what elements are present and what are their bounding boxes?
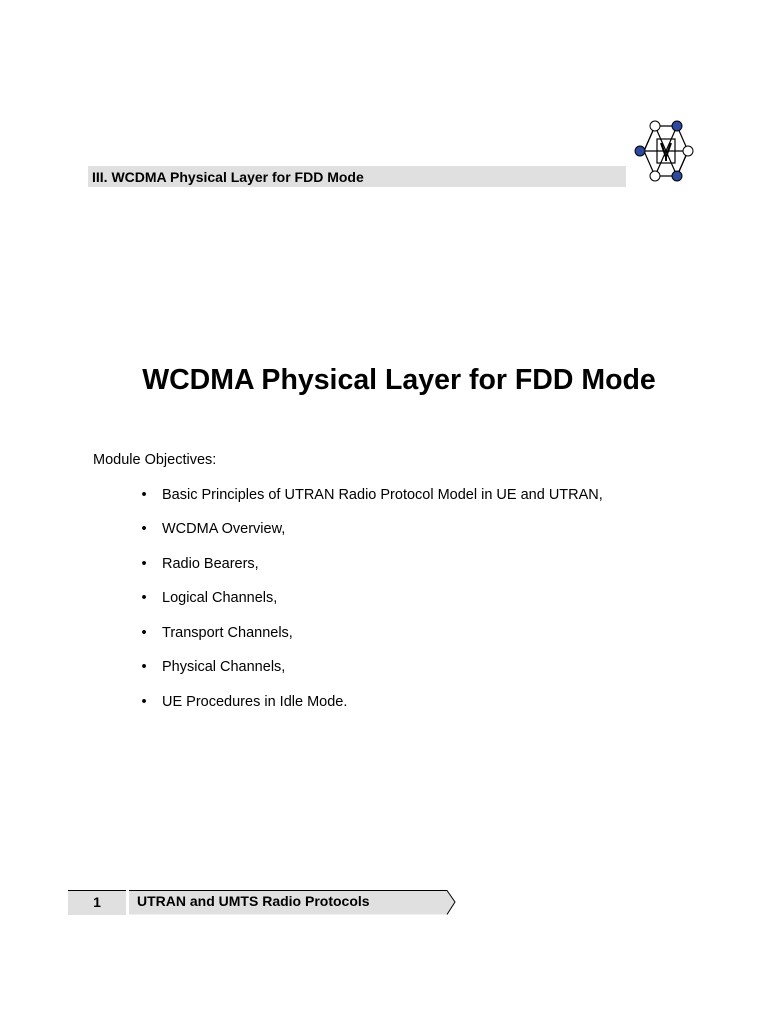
objective-text: Radio Bearers, bbox=[162, 556, 259, 572]
objective-text: Basic Principles of UTRAN Radio Protocol Model in UE and UTRAN, bbox=[162, 487, 603, 503]
footer-title-cell bbox=[129, 890, 459, 914]
section-header-band bbox=[88, 166, 626, 187]
objective-text: Transport Channels, bbox=[162, 625, 293, 641]
footer-page-number-cell bbox=[68, 890, 126, 915]
objectives-label: Module Objectives: bbox=[93, 452, 217, 468]
bullet-icon: • bbox=[141, 487, 147, 503]
bullet-icon: • bbox=[141, 590, 147, 606]
bullet-icon: • bbox=[141, 556, 147, 572]
page-number: 1 bbox=[93, 894, 101, 910]
page-title: WCDMA Physical Layer for FDD Mode bbox=[142, 364, 656, 396]
bullet-icon: • bbox=[141, 694, 147, 710]
footer-book-title: UTRAN and UMTS Radio Protocols bbox=[137, 893, 370, 909]
network-hexagon-logo-icon bbox=[630, 119, 700, 185]
objective-text: UE Procedures in Idle Mode. bbox=[162, 694, 348, 710]
section-header-title: III. WCDMA Physical Layer for FDD Mode bbox=[92, 169, 364, 185]
objective-text: Physical Channels, bbox=[162, 659, 286, 675]
bullet-icon: • bbox=[141, 521, 147, 537]
objective-text: WCDMA Overview, bbox=[162, 521, 286, 537]
objective-text: Logical Channels, bbox=[162, 590, 278, 606]
bullet-icon: • bbox=[141, 659, 147, 675]
bullet-icon: • bbox=[141, 625, 147, 641]
